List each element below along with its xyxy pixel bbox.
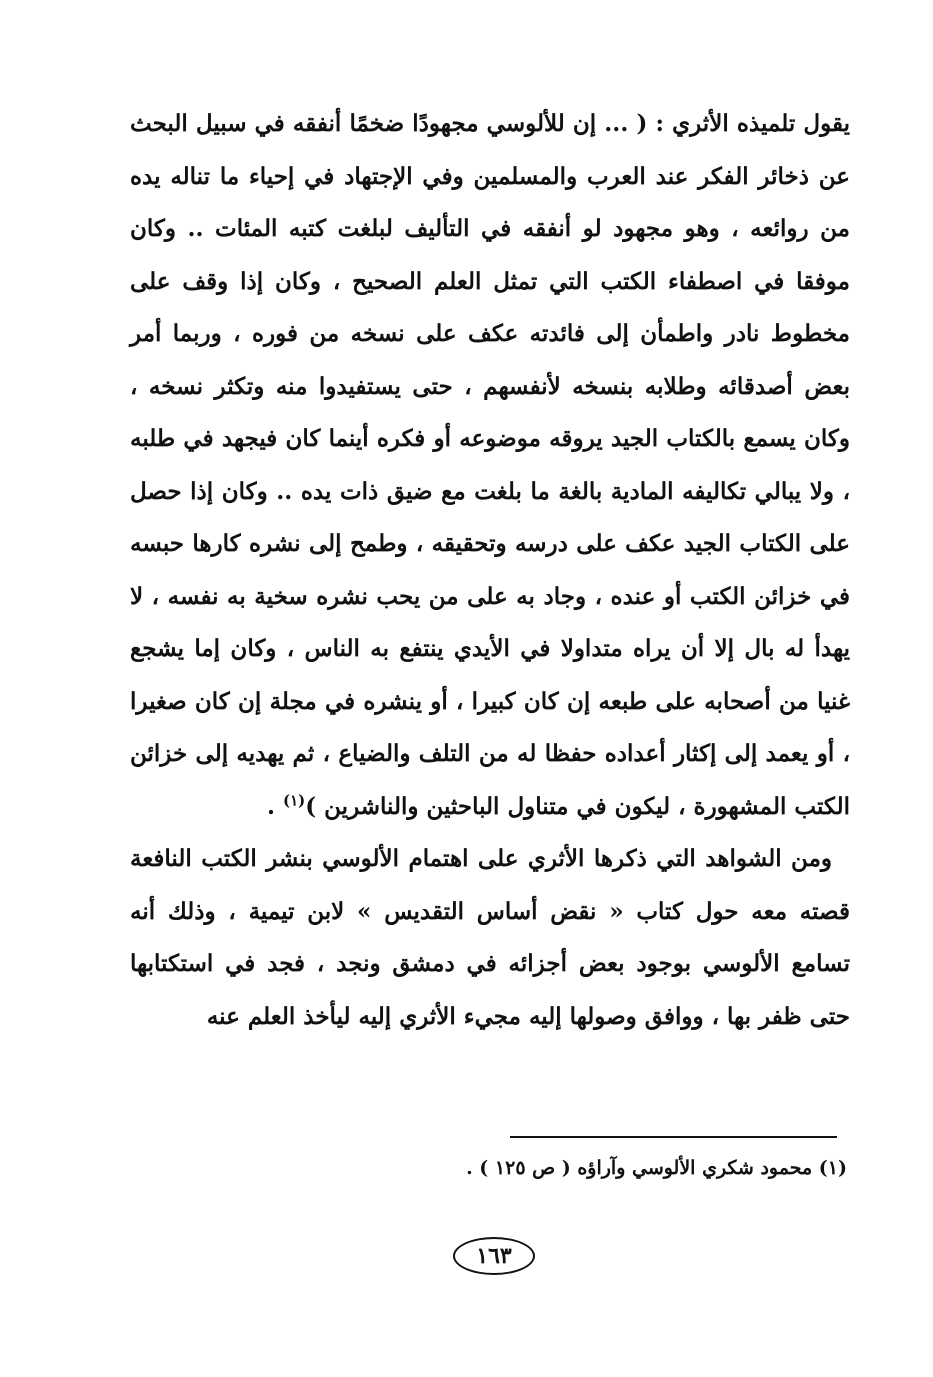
footnote-marker: (١) bbox=[282, 790, 306, 809]
paragraph-quote bbox=[130, 98, 850, 833]
paragraph-evidence bbox=[130, 833, 850, 1043]
page-number bbox=[453, 1237, 535, 1275]
paragraph-1-tail: . bbox=[266, 792, 283, 820]
page-number-text: ١٦٣ bbox=[476, 1243, 512, 1269]
footnote: (١) محمود شكري الألوسي وآراؤه ( ص ١٢٥ ) . bbox=[466, 1157, 847, 1179]
paragraph-1-text: يقول تلميذه الأثري : ( ... إن للألوسي مجهودًا ضخمًا أنفقه في سبيل البحث عن ذخائر الفكر عند العرب والمسلمين وفي الإجتهاد في إحياء ما تناله يده من روائعه ، وهو مجهود لو أنفقه في التأليف لبلغت كتبه المئات .. وكان موفقا في اصطفاء الكتب التي تمثل العلم الصحيح ، وكان إذا وقف على مخطوط نادر واطمأن إلى فائدته عكف على نسخه من فوره ، وربما أمر بعض أصدقائه وطلابه بنسخه لأنفسهم ، حتى يستفيدوا منه وتكثر نسخه ، وكان يسمع بالكتاب الجيد يروقه موضوعه أو فكره أينما كان فيجهد في طلبه ، ولا يبالي تكاليفه المادية بالغة ما بلغت مع ضيق ذات يده .. وكان إذا حصل على الكتاب الجيد عكف على درسه وتحقيقه ، وطمح إلى نشره كارها حبسه في خزائن الكتب أو عنده ، وجاد به على من يحب نشره سخية به نفسه ، لا يهدأ له بال إلا أن يراه متداولا في الأيدي ينتفع به الناس ، وكان إما يشجع غنيا من أصحابه على طبعه إن كان كبيرا ، أو ينشره في مجلة إن كان صغيرا ، أو يعمد إلى إكثار أعداده حفظا له من التلف والضياع ، ثم يهديه إلى خزائن الكتب المشهورة ، ليكون في متناول الباحثين والناشرين ) bbox=[130, 110, 850, 820]
footnote-divider bbox=[510, 1136, 837, 1138]
main-text bbox=[130, 98, 850, 1043]
paragraph-2-text: ومن الشواهد التي ذكرها الأثري على اهتمام الألوسي بنشر الكتب النافعة قصته معه حول كتاب « نقض أساس التقديس » لابن تيمية ، وذلك أنه تسامع الألوسي بوجود بعض أجزائه في دمشق ونجد ، فجد في استكتابها حتى ظفر بها ، ووافق وصولها إليه مجيء الأثري إليه ليأخذ العلم عنه bbox=[130, 845, 850, 1030]
